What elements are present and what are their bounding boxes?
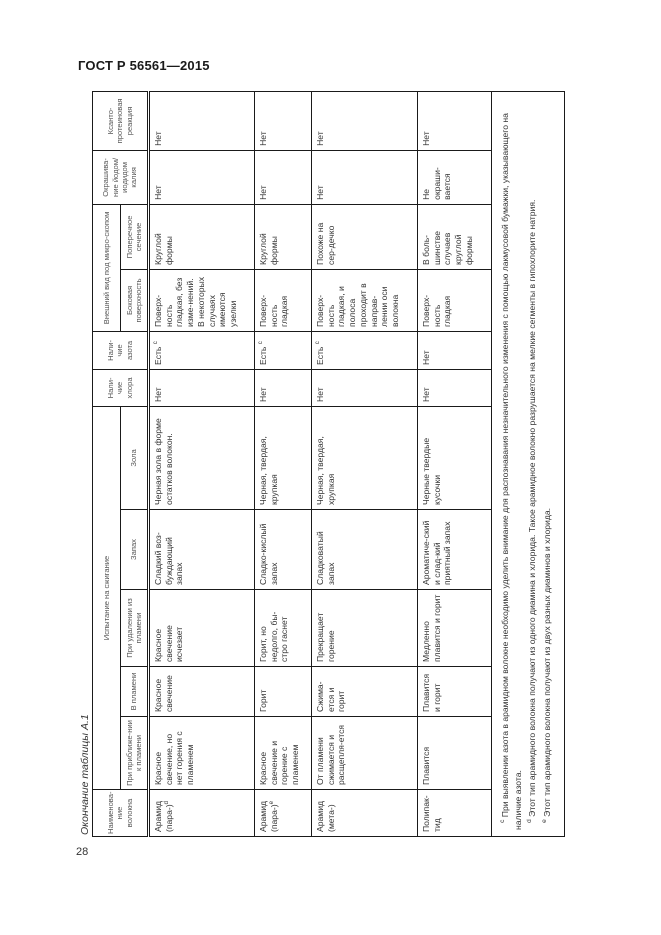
header-burn-removed: При удалении из пламени <box>121 590 149 667</box>
cell-xantho: Нет <box>312 91 418 150</box>
header-micro-cross: Поперечное сечение <box>121 204 149 269</box>
cell-approach: Красное свечение, но нет горения с пламенем <box>149 717 255 790</box>
header-burn-in-flame: В пламени <box>121 667 149 717</box>
header-burn-test: Испытание на сжигание <box>93 406 121 789</box>
cell-side: Поверх-ность гладкая <box>418 269 492 331</box>
cell-approach: Плавится <box>418 717 492 790</box>
header-burn-approach: При приближе-нии к пламени <box>121 717 149 790</box>
footnote-e: $^e$ Этот тип арамидного волокна получают из двух разных диаминов и хлорида. <box>540 507 552 823</box>
header-xanthoprotein: Ксанто-протеиновая реакция <box>93 91 149 150</box>
cell-chlorine: Нет <box>312 369 418 406</box>
table-caption: Окончание таблицы А.1 <box>79 714 91 835</box>
cell-fiber: Полипак-тид <box>418 790 492 837</box>
cell-nitrogen: Есть $^c$ <box>149 331 255 369</box>
cell-removed: Прекращает горение <box>312 590 418 667</box>
document-header: ГОСТ Р 56561—2015 <box>78 58 210 73</box>
cell-smell: Сладко-кислый запах <box>255 510 312 590</box>
cell-fiber: Арамид (пара-)$^d$ <box>149 790 255 837</box>
cell-nitrogen: Нет <box>418 331 492 369</box>
cell-smell: Ароматиче-ский и слад-кий приятный запах <box>418 510 492 590</box>
fiber-identification-table <box>92 91 565 837</box>
cell-side: Поверх-ность гладкая, и полоса проходит в направ-лении оси волокна <box>312 269 418 331</box>
header-nitrogen: Нали-чие азота <box>93 331 149 369</box>
header-fiber-name: Наименова-ние волокна <box>93 790 149 837</box>
cell-ash: Черная зола в форме остатков волокон. <box>149 406 255 509</box>
cell-xantho: Нет <box>418 91 492 150</box>
footnote-c: $^c$ При выявлении азота в арамидном волокне необходимо уделить внимание для распознавания незначительного изменения с помощью лакмусовой бумажки, указывающего на наличие азота. <box>499 113 524 830</box>
cell-iodine: Не окраши-вается <box>418 150 492 204</box>
cell-side: Поверх-ность гладкая <box>255 269 312 331</box>
page-number: 28 <box>76 846 89 858</box>
footnotes <box>492 91 565 836</box>
header-chlorine: Нали-чие хлора <box>93 369 149 406</box>
footnotes-row <box>492 91 565 836</box>
header-iodine-stain: Окрашива-ние йодом/ иодидом калия <box>93 150 149 204</box>
table-row <box>418 91 492 836</box>
cell-ash: Черная, твердая, хрупкая <box>312 406 418 509</box>
cell-cross: Круглой формы <box>149 204 255 269</box>
cell-approach: Красное свечение и горение с пламенем <box>255 717 312 790</box>
cell-in-flame: Плавится и горит <box>418 667 492 717</box>
table-row <box>312 91 418 836</box>
cell-removed: Красное свечение исчезает <box>149 590 255 667</box>
cell-smell: Сладкий воз-буждающий запах <box>149 510 255 590</box>
cell-removed: Горит, но недолго, бы-стро гаснет <box>255 590 312 667</box>
cell-in-flame: Сжима-ется и горит <box>312 667 418 717</box>
cell-nitrogen: Есть $^c$ <box>255 331 312 369</box>
cell-fiber: Арамид (пара-)$^e$ <box>255 790 312 837</box>
cell-chlorine: Нет <box>418 369 492 406</box>
cell-in-flame: Красное свечение <box>149 667 255 717</box>
cell-approach: От пламени сжимается и расщепля-ется <box>312 717 418 790</box>
table-row <box>255 91 312 836</box>
footnote-d: $^d$ Этот тип арамидного волокна получают из одного диамина и хлорида. Такое арамидное волокно разрушается на мелкие сегменты в гипохлорите натрия. <box>526 199 538 823</box>
cell-chlorine: Нет <box>255 369 312 406</box>
cell-xantho: Нет <box>149 91 255 150</box>
header-burn-ash: Зола <box>121 406 149 509</box>
header-micro-side: Боковая поверхность <box>121 269 149 331</box>
cell-cross: В боль-шинстве случаев круглой формы <box>418 204 492 269</box>
cell-iodine: Нет <box>255 150 312 204</box>
rotated-table-frame <box>92 92 570 837</box>
cell-cross: Похоже на сер-дечко <box>312 204 418 269</box>
cell-xantho: Нет <box>255 91 312 150</box>
cell-nitrogen: Есть $^c$ <box>312 331 418 369</box>
cell-ash: Черная, твердая, крупкая <box>255 406 312 509</box>
cell-side: Поверх-ность гладкая, без изме-нений. В некоторых случаях имеются узелки <box>149 269 255 331</box>
cell-iodine: Нет <box>149 150 255 204</box>
header-burn-smell: Запах <box>121 510 149 590</box>
table-row <box>149 91 255 836</box>
cell-smell: Сладковатый запах <box>312 510 418 590</box>
cell-ash: Черные твердые кусочки <box>418 406 492 509</box>
cell-removed: Медленно плавится и горит <box>418 590 492 667</box>
cell-fiber: Арамид (мета-) <box>312 790 418 837</box>
cell-chlorine: Нет <box>149 369 255 406</box>
header-microscope: Внешний вид под микро-скопом <box>93 204 121 331</box>
cell-iodine: Нет <box>312 150 418 204</box>
cell-cross: Круглой формы <box>255 204 312 269</box>
cell-in-flame: Горит <box>255 667 312 717</box>
